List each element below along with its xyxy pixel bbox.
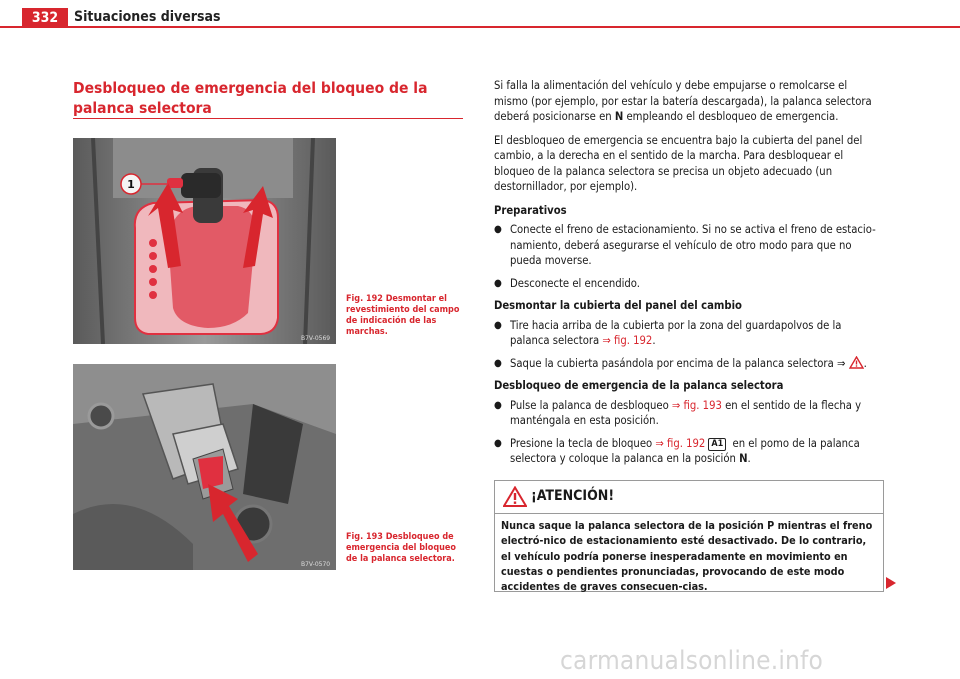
section-title-rule: [73, 118, 463, 119]
fig-192-link[interactable]: ⇒ fig. 192: [655, 436, 706, 450]
figure-193-code: B7V-0570: [301, 561, 331, 568]
list-item: ● Conecte el freno de estacionamiento. Si no se activa el freno de estacio-namiento, deberá asegurarse el vehículo de otro modo para que no pueda moverse.: [494, 222, 884, 269]
body-text: [494, 78, 884, 474]
list-item: ● Saque la cubierta pasándola por encima de la palanca selectora ⇒ .: [494, 356, 884, 372]
header-rule: [0, 26, 960, 28]
list-item: ● Presione la tecla de bloqueo ⇒ fig. 192 A1 en el pomo de la palanca selectora y coloque la palanca en la posición N.: [494, 436, 884, 467]
list-item: ● Desconecte el encendido.: [494, 276, 884, 292]
warning-link[interactable]: ⇒: [836, 356, 846, 370]
heading-desbloqueo: Desbloqueo de emergencia de la palanca selectora: [494, 379, 784, 392]
next-page-arrow-icon[interactable]: [885, 576, 897, 590]
heading-desmontar: Desmontar la cubierta del panel del cambio: [494, 299, 742, 312]
figure-193-illustration: [73, 364, 336, 570]
running-title: Situaciones diversas: [74, 9, 221, 25]
figure-192-illustration: [73, 138, 336, 344]
figure-192-caption: Fig. 192 Desmontar el revestimiento del campo de indicación de las marchas.: [346, 294, 460, 337]
paragraph-intro: Si falla la alimentación del vehículo y debe empujarse o remolcarse el mismo (por ejemplo, por estar la batería descargada), la palanca selectora deberá posicionarse en N empleando el desbloqueo de emergencia.: [494, 79, 872, 123]
fig-192-link[interactable]: ⇒ fig. 192: [602, 334, 653, 347]
page-number: 332: [22, 8, 68, 28]
figure-192-callout: 1: [127, 178, 135, 191]
warning-triangle-icon[interactable]: [849, 356, 864, 369]
figure-193: [73, 364, 336, 570]
section-title: Desbloqueo de emergencia del bloqueo de la palanca selectora: [73, 79, 428, 117]
warning-box: [494, 480, 884, 592]
fig-193-link[interactable]: ⇒ fig. 193: [671, 398, 722, 412]
warning-text: Nunca saque la palanca selectora de la posición P mientras el freno electró-nico de estacionamiento esté desactivado. De lo contrario, el vehículo podría ponerse inesperadamente en movimiento en cuestas o pendientes pronunciadas, provocando de este modo accidentes de graves consecuen-cias.: [501, 519, 873, 594]
warning-triangle-icon: [503, 486, 527, 507]
list-item: ● Pulse la palanca de desbloqueo ⇒ fig. 193 en el sentido de la flecha y manténgala en esta posición.: [494, 398, 884, 429]
figure-192: [73, 138, 336, 344]
warning-title: ¡ATENCIÓN!: [531, 488, 615, 504]
warning-header: [495, 481, 883, 514]
figure-193-caption: Fig. 193 Desbloqueo de emergencia del bloqueo de la palanca selectora.: [346, 532, 456, 564]
figure-192-code: B7V-0569: [301, 335, 331, 342]
heading-preparativos: Preparativos: [494, 203, 567, 217]
watermark: carmanualsonline.info: [560, 646, 823, 676]
callout-key: A1: [708, 438, 726, 451]
list-item: ● Tire hacia arriba de la cubierta por la zona del guardapolvos de la palanca selectora ⇒ fig. 192.: [494, 318, 884, 349]
paragraph-location: El desbloqueo de emergencia se encuentra bajo la cubierta del panel del cambio, a la derecha en el sentido de la marcha. Para desbloquear el bloqueo de la palanca selectora se precisa un objeto adecuado (un destornillador, por ejemplo).: [494, 133, 863, 193]
